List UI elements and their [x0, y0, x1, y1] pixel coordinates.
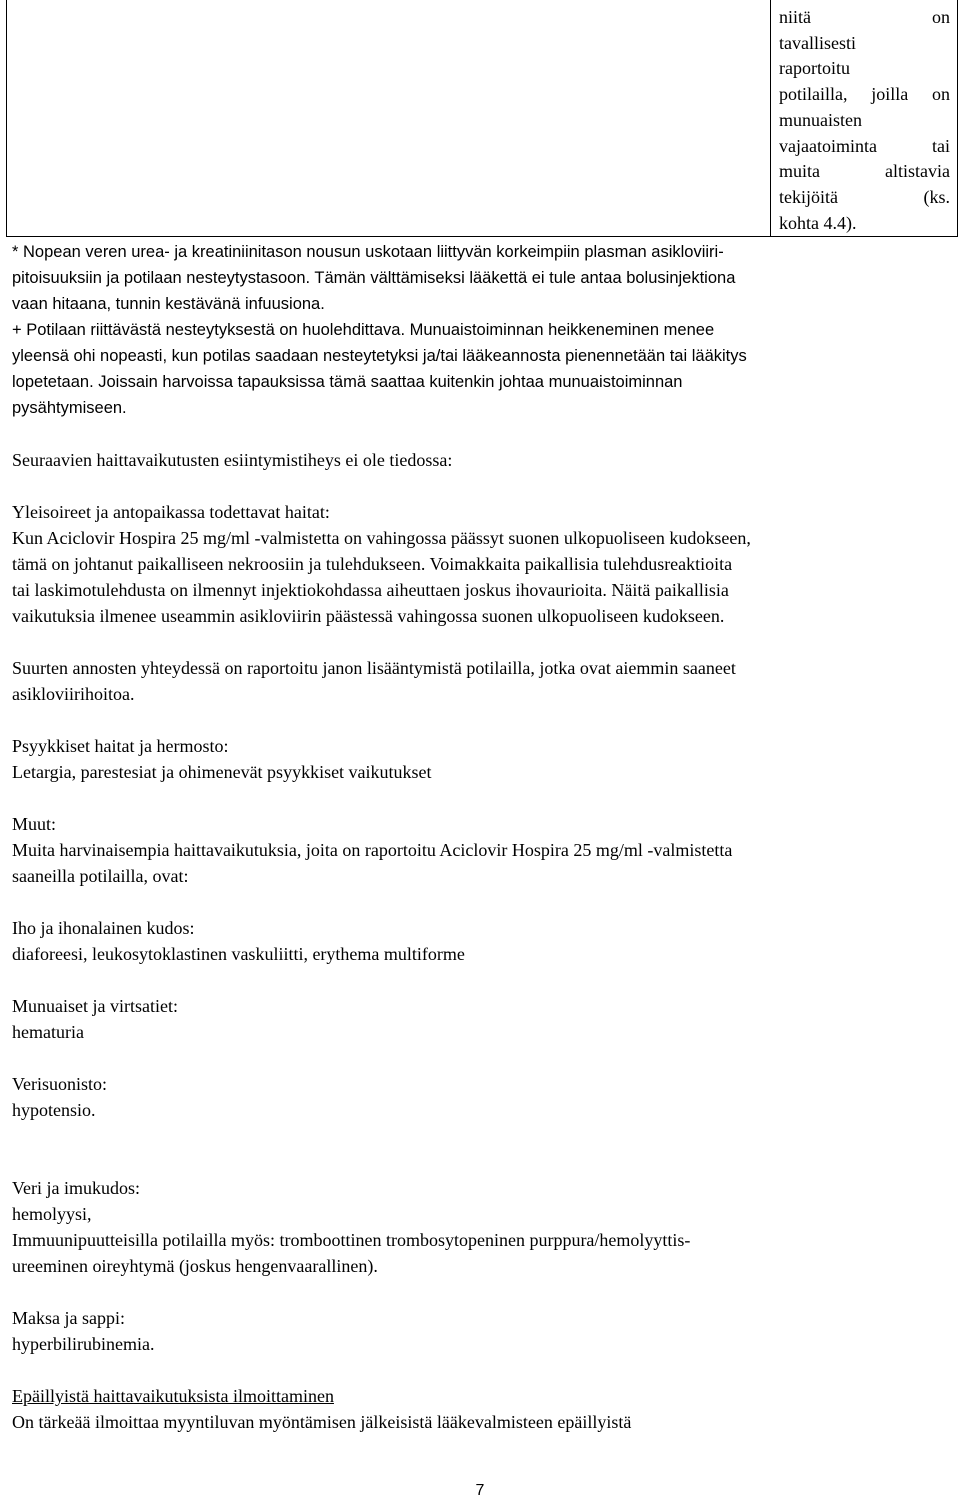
cell-line: niitä on — [779, 7, 950, 27]
reporting-heading: Epäillyistä haittavaikutuksista ilmoittaminen — [12, 1386, 334, 1406]
cell-line: potilailla, joilla on — [779, 84, 950, 105]
cell-line: munuaisten — [779, 109, 862, 130]
section-heading: Veri ja imukudos: — [12, 1178, 140, 1198]
footnote-plus-line: + Potilaan riittävästä nesteytyksestä on huolehdittava. Munuaistoiminnan heikkeneminen menee — [12, 321, 715, 339]
paragraph-line: hyperbilirubinemia. — [12, 1334, 155, 1354]
cell-line: kohta 4.4). — [779, 212, 857, 233]
paragraph-line: Immuunipuutteisilla potilailla myös: tromboottinen trombosytopeninen purppura/hemolyyttis- — [12, 1230, 691, 1250]
paragraph-line: ureeminen oireyhtymä (joskus hengenvaarallinen). — [12, 1256, 378, 1276]
paragraph-line: Muita harvinaisempia haittavaikutuksia, joita on raportoitu Aciclovir Hospira 25 mg/ml -valmistetta — [12, 840, 733, 860]
paragraph-line: hematuria — [12, 1022, 84, 1042]
paragraph-line: tai laskimotulehdusta on ilmennyt injektiokohdassa aiheuttaen joskus ihovaurioita. Näitä paikallisia — [12, 580, 729, 600]
footnote-plus-line: lopetetaan. Joissain harvoissa tapauksissa tämä saattaa kuitenkin johtaa munuaistoiminnan — [12, 373, 683, 391]
frequency-intro: Seuraavien haittavaikutusten esiintymistiheys ei ole tiedossa: — [12, 450, 453, 470]
footnote-plus-line: pysähtymiseen. — [12, 399, 127, 417]
cell-line: muita altistavia — [779, 161, 950, 182]
footnote-star-line: * Nopean veren urea- ja kreatiniinitason nousun uskotaan liittyvän korkeimpiin plasman asikloviiri- — [12, 243, 724, 261]
table-cell-note — [779, 5, 950, 236]
section-heading: Verisuonisto: — [12, 1074, 108, 1094]
paragraph-line: vaikutuksia ilmenee useammin asikloviirin päästessä vahingossa suonen ulkopuoliseen kudokseen. — [12, 606, 725, 626]
footnote-star-line: vaan hitaana, tunnin kestävänä infuusiona. — [12, 295, 325, 313]
cell-line: raportoitu — [779, 58, 850, 79]
table-column-divider — [770, 0, 771, 237]
section-heading: Muut: — [12, 814, 57, 834]
section-heading: Munuaiset ja virtsatiet: — [12, 996, 178, 1016]
section-heading: Psyykkiset haitat ja hermosto: — [12, 736, 229, 756]
footnote-star-line: pitoisuuksiin ja potilaan nesteytystasoon. Tämän välttämiseksi lääkettä ei tule antaa bolusinjektiona — [12, 269, 736, 287]
section-heading: Iho ja ihonalainen kudos: — [12, 918, 195, 938]
paragraph-line: tämä on johtanut paikalliseen nekroosiin ja tulehdukseen. Voimakkaita paikallisia tulehdusreaktioita — [12, 554, 733, 574]
paragraph-line: asikloviirihoitoa. — [12, 684, 135, 704]
footnote-plus-line: yleensä ohi nopeasti, kun potilas saadaan nesteytetyksi ja/tai lääkeannosta pienennetään tai lääkitys — [12, 347, 747, 365]
page-number: 7 — [475, 1482, 485, 1499]
cell-line: tavallisesti — [779, 32, 856, 53]
paragraph-line: diaforeesi, leukosytoklastinen vaskuliitti, erythema multiforme — [12, 944, 465, 964]
paragraph-line: hypotensio. — [12, 1100, 96, 1120]
paragraph-line: Letargia, parestesiat ja ohimenevät psyykkiset vaikutukset — [12, 762, 432, 782]
section-heading: Maksa ja sappi: — [12, 1308, 125, 1328]
paragraph-line: Kun Aciclovir Hospira 25 mg/ml -valmistetta on vahingossa päässyt suonen ulkopuoliseen kudokseen, — [12, 528, 751, 548]
paragraph-line: saaneilla potilailla, ovat: — [12, 866, 189, 886]
paragraph-line: hemolyysi, — [12, 1204, 92, 1224]
paragraph-line: On tärkeää ilmoittaa myyntiluvan myöntämisen jälkeisistä lääkevalmisteen epäillyistä — [12, 1412, 632, 1432]
section-heading: Yleisoireet ja antopaikassa todettavat haitat: — [12, 502, 330, 522]
paragraph-line: Suurten annosten yhteydessä on raportoitu janon lisääntymistä potilailla, jotka ovat aiemmin saaneet — [12, 658, 736, 678]
cell-line: tekijöitä (ks. — [779, 186, 950, 207]
cell-line: vajaatoiminta tai — [779, 135, 950, 156]
